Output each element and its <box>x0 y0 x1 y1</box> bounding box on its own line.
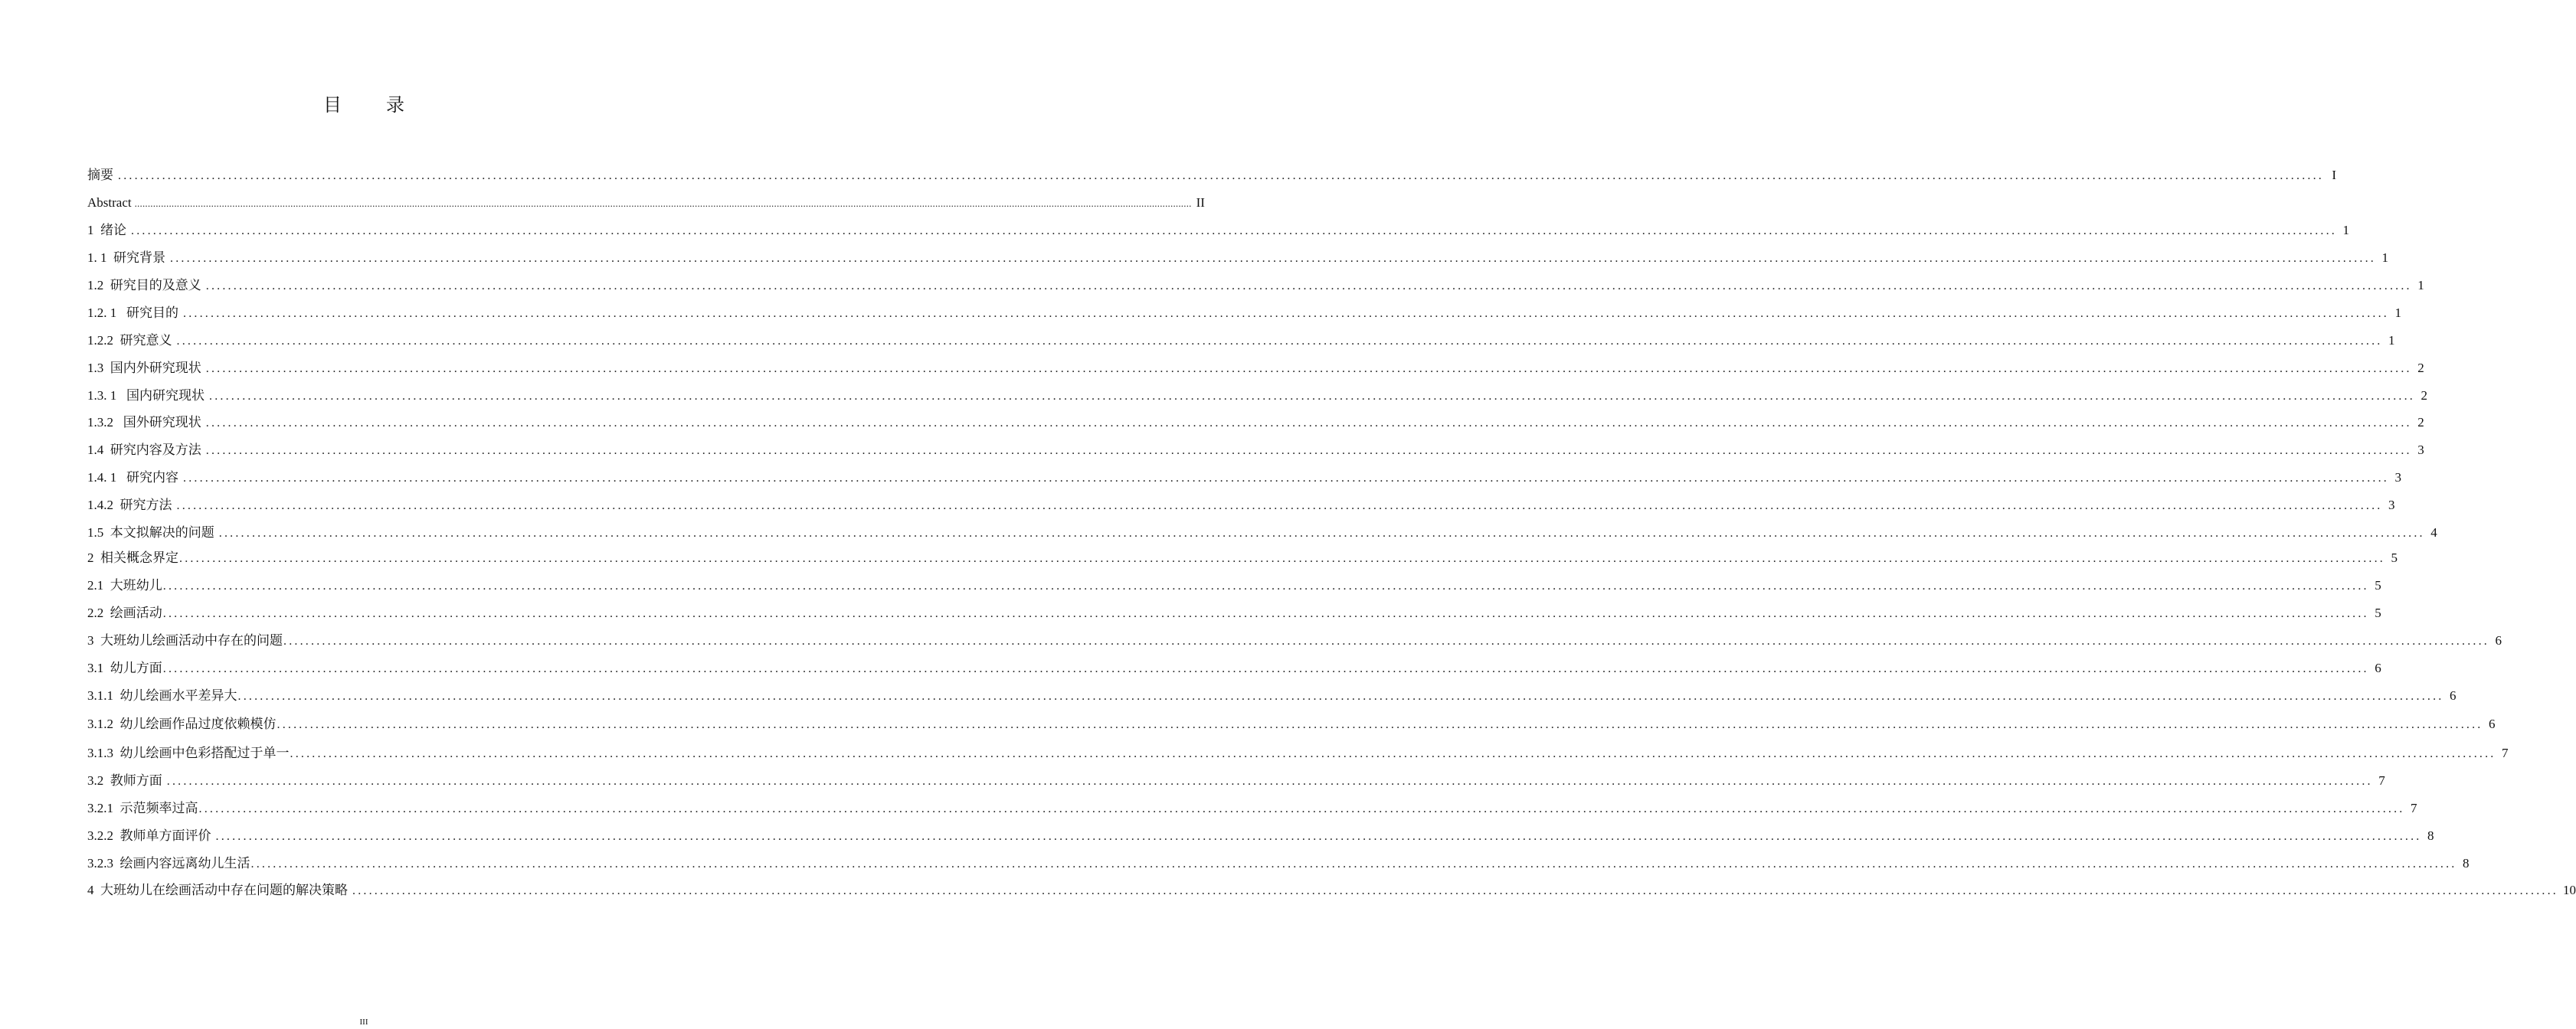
toc-entry[interactable] <box>87 413 2424 432</box>
toc-entry[interactable] <box>87 359 2424 377</box>
toc-entry[interactable] <box>87 854 2470 873</box>
toc-dot-leader: ................................................................................................................................................................................................................................................................................................................................................................................................................ <box>162 607 2369 620</box>
toc-entry[interactable] <box>87 799 2417 818</box>
toc-dot-leader: ................................................................................................................................................................................................................................................................................................................................................................................................................ <box>131 224 2337 237</box>
toc-dot-leader: ................................................................................................................................................................................................................................................................................................................................................................................................................ <box>205 279 2412 292</box>
toc-dot-leader: ................................................................................................................................................................................................................................................................................................................................................................................................................ <box>183 472 2389 485</box>
toc-entry-page: 6 <box>2495 633 2502 648</box>
toc-entry-label: 2.2 绘画活动 <box>87 606 162 620</box>
toc-entry[interactable] <box>87 332 2395 350</box>
toc-dot-leader: ................................................................................................................................................................................................................................................................................................................................................................................................................ <box>166 775 2373 788</box>
toc-entry-page: II <box>1196 195 1205 210</box>
toc-entry-page: 2 <box>2421 388 2427 403</box>
toc-entry[interactable] <box>87 687 2457 705</box>
toc-entry-page: 5 <box>2375 606 2381 620</box>
toc-entry-label: 3.2 教师方面 <box>87 773 162 788</box>
toc-dot-leader: ................................................................................................................................................................................................................................................................................................................................................................................................................ <box>118 169 2324 182</box>
toc-entry-page: 1 <box>2394 305 2401 320</box>
toc-dot-leader: ................................................................................................................................................................................................................................................................................................................................................................................................................ <box>237 690 2444 703</box>
toc-entry[interactable] <box>87 577 2381 595</box>
toc-entry[interactable] <box>87 496 2395 514</box>
toc-entry-page: 3 <box>2417 443 2424 457</box>
toc-entry[interactable] <box>87 221 2349 240</box>
toc-entry-label: 1.2 研究目的及意义 <box>87 278 201 292</box>
toc-dot-leader: ................................................................................................................................................................................................................................................................................................................................................................................................................ <box>290 747 2496 760</box>
toc-entry-page: 6 <box>2489 717 2496 731</box>
toc-entry-page: 7 <box>2502 746 2509 760</box>
toc-entry-label: Abstract <box>87 195 132 210</box>
toc-entry-page: 1 <box>2342 223 2349 237</box>
toc-dot-leader: ................................................................................................................................................................................................................................................................................................................................................................................................................ <box>250 858 2457 871</box>
toc-entry-page: 6 <box>2375 661 2381 675</box>
toc-entry[interactable] <box>87 715 2496 733</box>
toc-entry-page: 7 <box>2378 773 2385 788</box>
toc-dot-leader: ................................................................................................................................................................................................................................................................................................................................................................................................................ <box>198 802 2405 815</box>
toc-entry-label: 1.3. 1 国内研究现状 <box>87 388 205 403</box>
toc-entry[interactable] <box>87 549 2398 567</box>
toc-dot-leader: ................................................................................................................................................................................................................................................................................................................................................................................................................ <box>205 416 2412 430</box>
toc-entry[interactable] <box>87 469 2401 487</box>
toc-dot-leader: ................................................................................................................................................................................................................................................................................................................................................................................................................ <box>283 635 2489 648</box>
toc-entry[interactable] <box>87 604 2381 622</box>
toc-entry-label: 3.2.2 教师单方面评价 <box>87 828 211 843</box>
toc-entry-page: 3 <box>2388 498 2395 512</box>
toc-entry[interactable] <box>87 632 2502 650</box>
toc-entry[interactable] <box>87 827 2434 845</box>
toc-dot-leader: ................................................................................................................................................................................................................................................................................................................................................................................................................ <box>218 527 2425 540</box>
toc-entry[interactable] <box>87 659 2381 678</box>
toc-entry[interactable] <box>87 166 2336 185</box>
page-number-footer: III <box>359 1018 368 1027</box>
toc-entry-label: 1 绪论 <box>87 223 126 237</box>
toc-dot-leader: ................................................................................................................................................................................................................................................................................................................................................................................................................ <box>176 335 2383 348</box>
toc-entry-page: 1 <box>2417 278 2424 292</box>
toc-entry-label: 3.2.3 绘画内容远离幼儿生活 <box>87 856 250 871</box>
toc-entry[interactable] <box>87 387 2427 405</box>
toc-entry-page: 8 <box>2427 828 2434 843</box>
toc-dot-leader: ................................................................................................................................................................................................................................................................................................................................................................................................................ <box>209 390 2415 403</box>
toc-entry-label: 1.4. 1 研究内容 <box>87 470 178 485</box>
toc-entry-label: 3.1 幼儿方面 <box>87 661 162 675</box>
toc-dot-leader: ................................................................................................................................................................................................................................................................................................................................................................................................................ <box>277 718 2483 731</box>
toc-entry[interactable] <box>87 881 2576 900</box>
toc-entry-page: 2 <box>2417 361 2424 375</box>
toc-dot-leader: ................................................................................................................................................................................................................................................................................................................................................................................................................ <box>176 499 2383 512</box>
toc-entry[interactable] <box>87 524 2437 542</box>
toc-entry-label: 1.5 本文拟解决的问题 <box>87 525 214 540</box>
toc-title: 目 录 <box>323 96 424 116</box>
toc-entry[interactable] <box>87 304 2401 322</box>
toc-entry-label: 3.1.3 幼儿绘画中色彩搭配过于单一 <box>87 746 290 760</box>
toc-dot-leader: ................................................................................................................................................................................................................................................................................................................................................................................................................ <box>352 884 2558 897</box>
toc-entry-page: 7 <box>2411 801 2417 815</box>
toc-entry-page: 6 <box>2450 688 2457 703</box>
toc-entry-page: 1 <box>2381 250 2388 265</box>
toc-entry-label: 1.2. 1 研究目的 <box>87 305 178 320</box>
toc-entry[interactable] <box>87 249 2388 267</box>
toc-dot-leader: ................................................................................................................................................................................................................................................................................................................................................................................................................ <box>162 580 2369 593</box>
toc-entry-label: 2.1 大班幼儿 <box>87 578 162 593</box>
toc-entry-page: 5 <box>2391 550 2398 565</box>
toc-entry-page: 1 <box>2388 333 2395 348</box>
toc-entry-page: 8 <box>2463 856 2470 871</box>
toc-entry-page: 4 <box>2430 525 2437 540</box>
toc-entry[interactable] <box>87 441 2424 459</box>
toc-entry-page: I <box>2332 168 2336 182</box>
toc-entry-label: 1.3 国内外研究现状 <box>87 361 201 375</box>
toc-dot-leader: ................................................................................................................................................................................................................................................................................................................................................................................................................ <box>170 252 2376 265</box>
toc-dot-leader: ................................................................................................................................................................................................................................................................................................................................................................................................................ <box>179 552 2385 565</box>
toc-entry-label: 摘要 <box>87 168 113 182</box>
toc-entry-label: 3.1.2 幼儿绘画作品过度依赖模仿 <box>87 717 277 731</box>
toc-entry-page: 10 <box>2563 883 2576 897</box>
toc-dot-leader: ................................................................................................................................................................................................................................................................................................................................................................................................................ <box>134 198 1192 209</box>
toc-dot-leader: ................................................................................................................................................................................................................................................................................................................................................................................................................ <box>205 362 2412 375</box>
toc-entry-label: 1.4.2 研究方法 <box>87 498 172 512</box>
toc-entry-label: 4 大班幼儿在绘画活动中存在问题的解决策略 <box>87 883 348 897</box>
toc-entry[interactable] <box>87 276 2424 295</box>
toc-entry-page: 3 <box>2394 470 2401 485</box>
toc-entry-label: 1.4 研究内容及方法 <box>87 443 201 457</box>
toc-dot-leader: ................................................................................................................................................................................................................................................................................................................................................................................................................ <box>215 830 2422 843</box>
toc-entry-label: 1.3.2 国外研究现状 <box>87 415 201 430</box>
toc-entry-label: 1. 1 研究背景 <box>87 250 165 265</box>
toc-entry-page: 5 <box>2375 578 2381 593</box>
toc-entry[interactable] <box>87 744 2509 763</box>
toc-dot-leader: ................................................................................................................................................................................................................................................................................................................................................................................................................ <box>162 662 2369 675</box>
toc-entry-label: 1.2.2 研究意义 <box>87 333 172 348</box>
toc-entry-label: 3 大班幼儿绘画活动中存在的问题 <box>87 633 283 648</box>
toc-entry[interactable] <box>87 772 2385 790</box>
toc-entry[interactable] <box>87 194 1205 212</box>
toc-entry-label: 3.1.1 幼儿绘画水平差异大 <box>87 688 237 703</box>
toc-dot-leader: ................................................................................................................................................................................................................................................................................................................................................................................................................ <box>183 307 2389 320</box>
toc-entry-label: 2 相关概念界定 <box>87 550 178 565</box>
toc-entry-page: 2 <box>2417 415 2424 430</box>
toc-dot-leader: ................................................................................................................................................................................................................................................................................................................................................................................................................ <box>205 444 2412 457</box>
toc-entry-label: 3.2.1 示范频率过高 <box>87 801 198 815</box>
